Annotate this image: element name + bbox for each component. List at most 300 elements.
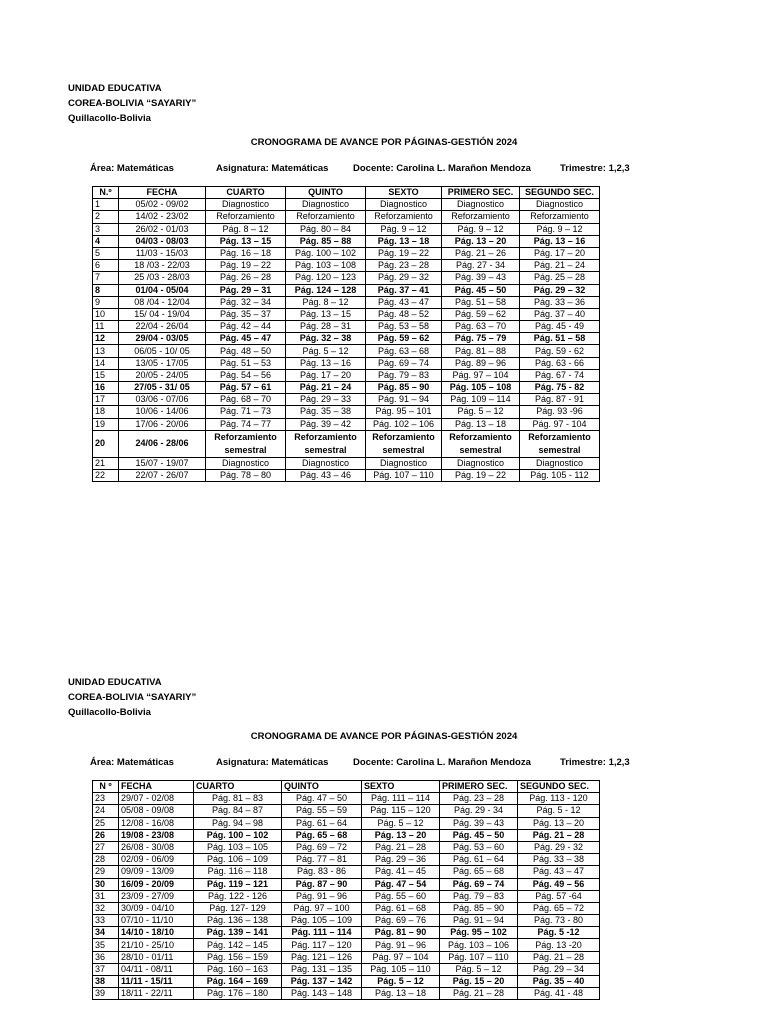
row-number: 36: [93, 951, 119, 963]
table-row: [93, 296, 600, 308]
page-range-cell: Pág. 33 – 38: [518, 854, 600, 866]
page-range-cell: Diagnostico: [286, 457, 366, 469]
page-range-cell: Pág. 21 – 24: [520, 260, 600, 272]
date-cell: 11/11 - 15/11: [119, 976, 194, 988]
page-range-cell: Pág. 97 – 104: [442, 369, 520, 381]
row-number: 24: [93, 805, 119, 817]
page-range-cell: Reforzamiento semestral: [442, 430, 520, 457]
date-cell: 22/04 - 26/04: [119, 321, 206, 333]
table-row: [93, 199, 600, 211]
page-range-cell: Pág. 37 – 41: [366, 284, 442, 296]
page-range-cell: Diagnostico: [442, 199, 520, 211]
row-number: 10: [93, 308, 119, 320]
page-range-cell: Pág. 39 – 42: [286, 418, 366, 430]
row-number: 22: [93, 469, 119, 481]
row-number: 19: [93, 418, 119, 430]
page-range-cell: Pág. 122 - 126: [194, 890, 282, 902]
page-range-cell: Pág. 68 – 70: [206, 394, 286, 406]
row-number: 21: [93, 457, 119, 469]
page-range-cell: Pág. 105 – 109: [282, 915, 362, 927]
table-row: [93, 890, 600, 902]
page-range-cell: Pág. 111 – 114: [362, 793, 440, 805]
page-range-cell: Pág. 59 – 62: [366, 333, 442, 345]
date-cell: 01/04 - 05/04: [119, 284, 206, 296]
row-number: 39: [93, 988, 119, 1000]
page-range-cell: Pág. 54 – 56: [206, 369, 286, 381]
column-header: FECHA: [119, 187, 206, 199]
table-row: [93, 927, 600, 939]
page-range-cell: Pág. 137 – 142: [282, 976, 362, 988]
school-type: UNIDAD EDUCATIVA: [68, 677, 162, 688]
row-number: 23: [93, 793, 119, 805]
table-row: [93, 321, 600, 333]
page-range-cell: Pág. 26 – 28: [206, 272, 286, 284]
date-cell: 08 /04 - 12/04: [119, 296, 206, 308]
date-cell: 18 /03 - 22/03: [119, 260, 206, 272]
page-range-cell: Pág. 29 – 36: [362, 854, 440, 866]
row-number: 1: [93, 199, 119, 211]
page-range-cell: Pág. 120 – 123: [286, 272, 366, 284]
page-range-cell: Reforzamiento: [442, 211, 520, 223]
page-range-cell: Pág. 136 – 138: [194, 915, 282, 927]
page-range-cell: Pág. 107 – 110: [366, 469, 442, 481]
area-label: Área: Matemáticas: [90, 163, 174, 174]
page-range-cell: Pág. 32 – 34: [206, 296, 286, 308]
column-header: SEGUNDO SEC.: [520, 187, 600, 199]
table-row: [93, 369, 600, 381]
date-cell: 05/02 - 09/02: [119, 199, 206, 211]
date-cell: 24/06 - 28/06: [119, 430, 206, 457]
page-range-cell: Pág. 176 – 180: [194, 988, 282, 1000]
page-range-cell: Pág. 87 - 91: [520, 394, 600, 406]
page-range-cell: Pág. 97 - 104: [520, 418, 600, 430]
page-range-cell: Pág. 45 – 47: [206, 333, 286, 345]
page-range-cell: Pág. 67 - 74: [520, 369, 600, 381]
page-range-cell: Pág. 61 – 64: [282, 817, 362, 829]
trimestre-label: Trimestre: 1,2,3: [560, 163, 630, 174]
page-range-cell: Reforzamiento: [366, 211, 442, 223]
page-range-cell: Pág. 81 – 88: [442, 345, 520, 357]
page-range-cell: Pág. 63 – 68: [366, 345, 442, 357]
row-number: 35: [93, 939, 119, 951]
page-title: CRONOGRAMA DE AVANCE POR PÁGINAS-GESTIÓN 2024: [250, 137, 518, 148]
page-range-cell: Diagnostico: [286, 199, 366, 211]
page-range-cell: Pág. 17 – 20: [286, 369, 366, 381]
row-number: 18: [93, 406, 119, 418]
column-header: CUARTO: [206, 187, 286, 199]
page-range-cell: Pág. 5 – 12: [362, 976, 440, 988]
row-number: 12: [93, 333, 119, 345]
page-range-cell: Pág. 13 – 18: [442, 418, 520, 430]
row-number: 14: [93, 357, 119, 369]
page-range-cell: Diagnostico: [206, 457, 286, 469]
page-range-cell: Pág. 91 – 96: [362, 939, 440, 951]
page-range-cell: Pág. 41 - 48: [518, 988, 600, 1000]
column-header: SEXTO: [362, 781, 440, 793]
row-number: 3: [93, 223, 119, 235]
column-header: N.º: [93, 187, 119, 199]
schedule-table-2: [92, 780, 600, 1000]
page-range-cell: Pág. 69 – 72: [282, 841, 362, 853]
table-row: [93, 430, 600, 457]
page-range-cell: Pág. 32 – 38: [286, 333, 366, 345]
table-row: [93, 939, 600, 951]
page-range-cell: Reforzamiento semestral: [206, 430, 286, 457]
page-range-cell: Reforzamiento semestral: [520, 430, 600, 457]
page-range-cell: Pág. 35 – 37: [206, 308, 286, 320]
row-number: 27: [93, 841, 119, 853]
trimestre-label-2: Trimestre: 1,2,3: [560, 757, 630, 768]
page-range-cell: Pág. 16 – 18: [206, 247, 286, 259]
page-range-cell: Diagnostico: [442, 457, 520, 469]
page-range-cell: Pág. 97 – 100: [282, 902, 362, 914]
page-range-cell: Pág. 102 – 106: [366, 418, 442, 430]
date-cell: 15/ 04 - 19/04: [119, 308, 206, 320]
page-range-cell: Pág. 43 – 47: [518, 866, 600, 878]
page-range-cell: Pág. 29 - 32: [518, 841, 600, 853]
row-number: 9: [93, 296, 119, 308]
page-range-cell: Pág. 13 – 15: [206, 235, 286, 247]
table-row: [93, 211, 600, 223]
page-range-cell: Pág. 5 – 12: [362, 817, 440, 829]
table-row: [93, 457, 600, 469]
page-range-cell: Pág. 28 – 31: [286, 321, 366, 333]
page-range-cell: Diagnostico: [206, 199, 286, 211]
page-range-cell: Pág. 95 – 101: [366, 406, 442, 418]
date-cell: 29/07 - 02/08: [119, 793, 194, 805]
table-row: [93, 235, 600, 247]
page-range-cell: Pág. 29 – 33: [286, 394, 366, 406]
area-label-2: Área: Matemáticas: [90, 757, 174, 768]
table-row: [93, 406, 600, 418]
date-cell: 22/07 - 26/07: [119, 469, 206, 481]
page-range-cell: Pág. 81 – 83: [194, 793, 282, 805]
date-cell: 26/08 - 30/08: [119, 841, 194, 853]
table-row: [93, 793, 600, 805]
column-header: PRIMERO SEC.: [442, 187, 520, 199]
page-range-cell: Pág. 13 – 16: [286, 357, 366, 369]
page-range-cell: Pág. 131 – 135: [282, 963, 362, 975]
row-number: 32: [93, 902, 119, 914]
page-range-cell: Pág. 75 - 82: [520, 382, 600, 394]
table-row: [93, 817, 600, 829]
page-range-cell: Pág. 106 – 109: [194, 854, 282, 866]
page-range-cell: Pág. 5 - 12: [518, 805, 600, 817]
page-range-cell: Pág. 23 – 28: [440, 793, 518, 805]
table-row: [93, 260, 600, 272]
page-range-cell: Pág. 103 – 106: [440, 939, 518, 951]
table-row: [93, 951, 600, 963]
page-range-cell: Pág. 48 – 50: [206, 345, 286, 357]
page-range-cell: Pág. 49 – 56: [518, 878, 600, 890]
page-range-cell: Pág. 100 – 102: [194, 829, 282, 841]
date-cell: 29/04 - 03/05: [119, 333, 206, 345]
page-range-cell: Pág. 61 – 68: [362, 902, 440, 914]
page-range-cell: Pág. 13 -20: [518, 939, 600, 951]
column-header: CUARTO: [194, 781, 282, 793]
page-range-cell: Pág. 84 – 87: [194, 805, 282, 817]
row-number: 7: [93, 272, 119, 284]
page-range-cell: Pág. 29 – 31: [206, 284, 286, 296]
page-range-cell: Pág. 94 – 98: [194, 817, 282, 829]
table-row: [93, 829, 600, 841]
page-range-cell: Pág. 29 – 34: [518, 963, 600, 975]
table-row: [93, 805, 600, 817]
page-range-cell: Pág. 51 – 58: [442, 296, 520, 308]
page-range-cell: Diagnostico: [520, 199, 600, 211]
page-range-cell: Pág. 17 – 20: [520, 247, 600, 259]
page-range-cell: Pág. 91 – 94: [440, 915, 518, 927]
page-range-cell: Pág. 42 – 44: [206, 321, 286, 333]
page-range-cell: Pág. 63 – 70: [442, 321, 520, 333]
page-range-cell: Pág. 142 – 145: [194, 939, 282, 951]
table-row: [93, 915, 600, 927]
page-range-cell: Pág. 69 – 76: [362, 915, 440, 927]
page-range-cell: Pág. 164 – 169: [194, 976, 282, 988]
page-range-cell: Pág. 55 – 59: [282, 805, 362, 817]
page-range-cell: Diagnostico: [520, 457, 600, 469]
column-header: SEXTO: [366, 187, 442, 199]
column-header: QUINTO: [282, 781, 362, 793]
page-range-cell: Pág. 39 – 43: [440, 817, 518, 829]
row-number: 30: [93, 878, 119, 890]
row-number: 4: [93, 235, 119, 247]
row-number: 38: [93, 976, 119, 988]
page-range-cell: Pág. 29 – 32: [366, 272, 442, 284]
page-range-cell: Pág. 55 – 60: [362, 890, 440, 902]
row-number: 26: [93, 829, 119, 841]
date-cell: 19/08 - 23/08: [119, 829, 194, 841]
table-row: [93, 469, 600, 481]
page-range-cell: Pág. 117 – 120: [282, 939, 362, 951]
page-range-cell: Pág. 143 – 148: [282, 988, 362, 1000]
page-range-cell: Pág. 29 – 32: [520, 284, 600, 296]
page-range-cell: Pág. 37 – 40: [520, 308, 600, 320]
page-range-cell: Pág. 107 – 110: [440, 951, 518, 963]
page-range-cell: Pág. 33 – 36: [520, 296, 600, 308]
page-range-cell: Reforzamiento semestral: [286, 430, 366, 457]
page-range-cell: Pág. 47 – 50: [282, 793, 362, 805]
page-range-cell: Pág. 80 – 84: [286, 223, 366, 235]
table-row: [93, 308, 600, 320]
page-range-cell: Reforzamiento: [286, 211, 366, 223]
page-range-cell: Pág. 116 – 118: [194, 866, 282, 878]
school-place: Quillacollo-Bolivia: [68, 707, 151, 718]
page-range-cell: Pág. 29 - 34: [440, 805, 518, 817]
date-cell: 23/09 - 27/09: [119, 890, 194, 902]
page-range-cell: Pág. 57 -64: [518, 890, 600, 902]
page-range-cell: Pág. 57 – 61: [206, 382, 286, 394]
date-cell: 04/03 - 08/03: [119, 235, 206, 247]
table-row: [93, 272, 600, 284]
page-range-cell: Pág. 23 – 28: [366, 260, 442, 272]
page-range-cell: Diagnostico: [366, 457, 442, 469]
page-range-cell: Pág. 21 – 28: [440, 988, 518, 1000]
page-range-cell: Pág. 124 – 128: [286, 284, 366, 296]
asignatura-label: Asignatura: Matemáticas: [216, 163, 329, 174]
schedule-table-1: [92, 186, 600, 482]
table-row: [93, 902, 600, 914]
school-name: COREA-BOLIVIA “SAYARIY”: [68, 98, 197, 109]
date-cell: 16/09 - 20/09: [119, 878, 194, 890]
page-range-cell: Pág. 89 – 96: [442, 357, 520, 369]
page-range-cell: Pág. 48 – 52: [366, 308, 442, 320]
page-range-cell: Pág. 53 – 60: [440, 841, 518, 853]
page-range-cell: Pág. 69 – 74: [366, 357, 442, 369]
date-cell: 10/06 - 14/06: [119, 406, 206, 418]
row-number: 34: [93, 927, 119, 939]
row-number: 29: [93, 866, 119, 878]
date-cell: 04/11 - 08/11: [119, 963, 194, 975]
page-range-cell: Pág. 127- 129: [194, 902, 282, 914]
page-range-cell: Pág. 69 – 74: [440, 878, 518, 890]
page-range-cell: Diagnostico: [366, 199, 442, 211]
table-row: [93, 345, 600, 357]
row-number: 33: [93, 915, 119, 927]
date-cell: 06/05 - 10/ 05: [119, 345, 206, 357]
page-range-cell: Pág. 97 – 104: [362, 951, 440, 963]
page-range-cell: Reforzamiento: [520, 211, 600, 223]
column-header: PRIMERO SEC.: [440, 781, 518, 793]
asignatura-label-2: Asignatura: Matemáticas: [216, 757, 329, 768]
page-range-cell: Pág. 85 – 88: [286, 235, 366, 247]
date-cell: 07/10 - 11/10: [119, 915, 194, 927]
page-range-cell: Pág. 95 – 102: [440, 927, 518, 939]
page-range-cell: Pág. 139 – 141: [194, 927, 282, 939]
date-cell: 20/05 - 24/05: [119, 369, 206, 381]
page-range-cell: Pág. 113 - 120: [518, 793, 600, 805]
table-row: [93, 284, 600, 296]
page-range-cell: Pág. 103 – 108: [286, 260, 366, 272]
page-range-cell: Pág. 39 – 43: [442, 272, 520, 284]
date-cell: 27/05 - 31/ 05: [119, 382, 206, 394]
table-row: [93, 357, 600, 369]
page-range-cell: Pág. 35 – 40: [518, 976, 600, 988]
page-range-cell: Pág. 13 – 15: [286, 308, 366, 320]
row-number: 8: [93, 284, 119, 296]
page-range-cell: Pág. 78 – 80: [206, 469, 286, 481]
page-range-cell: Pág. 91 – 94: [366, 394, 442, 406]
page-range-cell: Pág. 91 – 96: [282, 890, 362, 902]
page-range-cell: Pág. 9 – 12: [442, 223, 520, 235]
table-row: [93, 866, 600, 878]
column-header: FECHA: [119, 781, 194, 793]
page-range-cell: Pág. 5 – 12: [442, 406, 520, 418]
page-range-cell: Pág. 21 – 24: [286, 382, 366, 394]
page-range-cell: Pág. 73 - 80: [518, 915, 600, 927]
page-range-cell: Pág. 115 – 120: [362, 805, 440, 817]
page-range-cell: Pág. 103 – 105: [194, 841, 282, 853]
page-range-cell: Pág. 45 – 50: [442, 284, 520, 296]
school-header: [68, 81, 196, 126]
table-row: [93, 854, 600, 866]
school-place: Quillacollo-Bolivia: [68, 113, 151, 124]
table-row: [93, 247, 600, 259]
page-range-cell: Pág. 79 – 83: [366, 369, 442, 381]
page-range-cell: Pág. 65 – 68: [282, 829, 362, 841]
page-range-cell: Pág. 121 – 126: [282, 951, 362, 963]
page-range-cell: Pág. 87 – 90: [282, 878, 362, 890]
row-number: 31: [93, 890, 119, 902]
page-range-cell: Pág. 81 – 90: [362, 927, 440, 939]
date-cell: 02/09 - 06/09: [119, 854, 194, 866]
table-row: [93, 333, 600, 345]
table-row: [93, 223, 600, 235]
page-range-cell: Pág. 19 – 22: [442, 469, 520, 481]
page-range-cell: Pág. 71 – 73: [206, 406, 286, 418]
date-cell: 25 /03 - 28/03: [119, 272, 206, 284]
page-title-2: CRONOGRAMA DE AVANCE POR PÁGINAS-GESTIÓN 2024: [250, 731, 518, 742]
page-range-cell: Pág. 59 – 62: [442, 308, 520, 320]
row-number: 28: [93, 854, 119, 866]
row-number: 2: [93, 211, 119, 223]
page-range-cell: Pág. 5 -12: [518, 927, 600, 939]
page-range-cell: Pág. 43 – 47: [366, 296, 442, 308]
row-number: 5: [93, 247, 119, 259]
date-cell: 14/02 - 23/02: [119, 211, 206, 223]
date-cell: 12/08 - 16/08: [119, 817, 194, 829]
page-range-cell: Pág. 21 – 28: [362, 841, 440, 853]
page-range-cell: Pág. 109 – 114: [442, 394, 520, 406]
page-range-cell: Pág. 13 – 20: [518, 817, 600, 829]
page-range-cell: Pág. 15 – 20: [440, 976, 518, 988]
page-range-cell: Pág. 160 – 163: [194, 963, 282, 975]
page-range-cell: Pág. 156 – 159: [194, 951, 282, 963]
page-range-cell: Pág. 43 – 46: [286, 469, 366, 481]
page-range-cell: Pág. 41 – 45: [362, 866, 440, 878]
school-name: COREA-BOLIVIA “SAYARIY”: [68, 692, 197, 703]
page-range-cell: Pág. 59 - 62: [520, 345, 600, 357]
page-range-cell: Pág. 63 - 66: [520, 357, 600, 369]
page-range-cell: Pág. 8 – 12: [286, 296, 366, 308]
table-row: [93, 418, 600, 430]
page-range-cell: Pág. 65 – 68: [440, 866, 518, 878]
page-range-cell: Pág. 13 – 18: [366, 235, 442, 247]
docente-label: Docente: Carolina L. Marañon Mendoza: [353, 163, 531, 174]
page-range-cell: Pág. 5 – 12: [286, 345, 366, 357]
table-row: [93, 878, 600, 890]
column-header: SEGUNDO SEC.: [518, 781, 600, 793]
page-range-cell: Pág. 111 – 114: [282, 927, 362, 939]
page-range-cell: Pág. 5 – 12: [440, 963, 518, 975]
date-cell: 14/10 - 18/10: [119, 927, 194, 939]
date-cell: 28/10 - 01/11: [119, 951, 194, 963]
page-range-cell: Pág. 25 – 28: [520, 272, 600, 284]
page-range-cell: Pág. 19 – 22: [206, 260, 286, 272]
date-cell: 30/09 - 04/10: [119, 902, 194, 914]
table-row: [93, 988, 600, 1000]
page-range-cell: Pág. 13 – 20: [442, 235, 520, 247]
column-header: N º: [93, 781, 119, 793]
page-range-cell: Pág. 27 - 34: [442, 260, 520, 272]
page-range-cell: Pág. 105 – 110: [362, 963, 440, 975]
page-range-cell: Pág. 83 - 86: [282, 866, 362, 878]
date-cell: 17/06 - 20/06: [119, 418, 206, 430]
page-range-cell: Pág. 21 – 28: [518, 829, 600, 841]
page-range-cell: Reforzamiento: [206, 211, 286, 223]
page-range-cell: Pág. 85 – 90: [366, 382, 442, 394]
page-range-cell: Pág. 19 – 22: [366, 247, 442, 259]
page-range-cell: Pág. 53 – 58: [366, 321, 442, 333]
date-cell: 15/07 - 19/07: [119, 457, 206, 469]
table-row: [93, 963, 600, 975]
page-range-cell: Pág. 51 – 53: [206, 357, 286, 369]
docente-label-2: Docente: Carolina L. Marañon Mendoza: [353, 757, 531, 768]
page-range-cell: Pág. 75 – 79: [442, 333, 520, 345]
page-range-cell: Pág. 13 – 20: [362, 829, 440, 841]
school-type: UNIDAD EDUCATIVA: [68, 83, 162, 94]
date-cell: 09/09 - 13/09: [119, 866, 194, 878]
